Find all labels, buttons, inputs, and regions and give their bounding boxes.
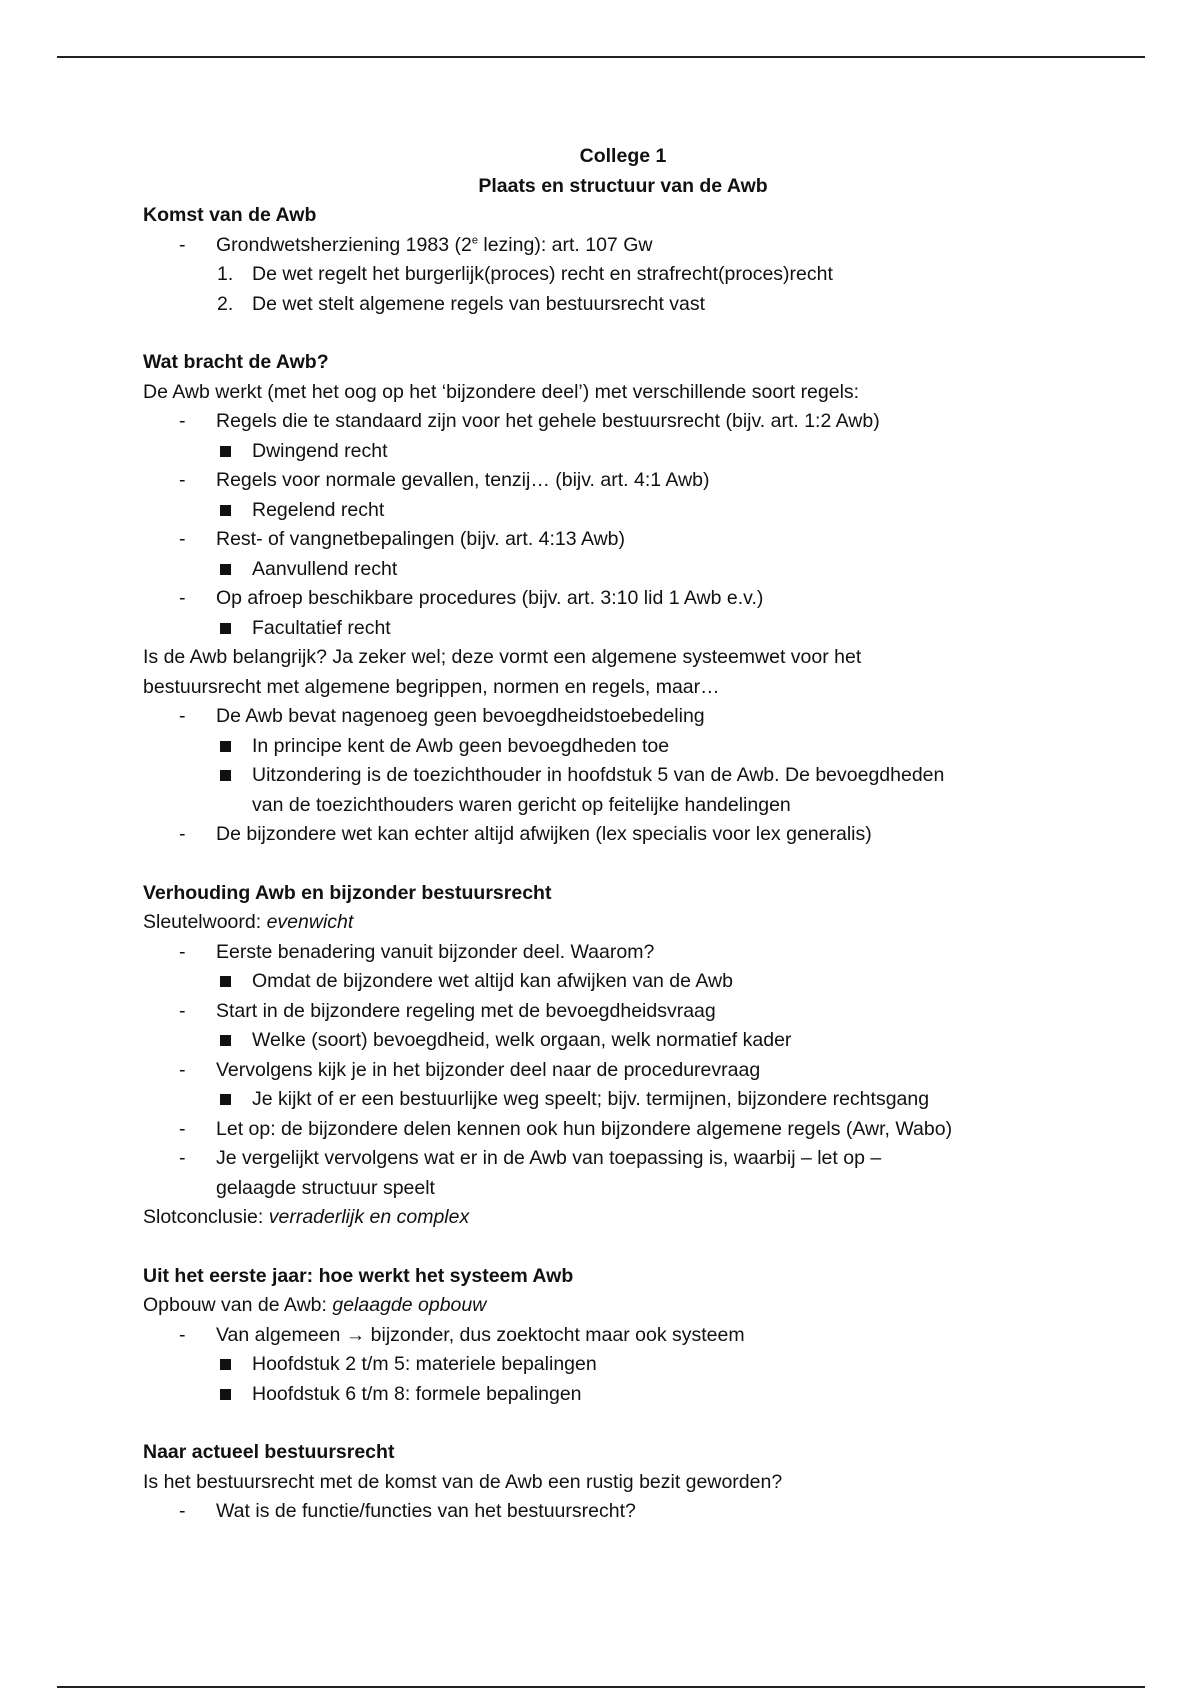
sub-list-item: Omdat de bijzondere wet altijd kan afwijken van de Awb [143,967,1063,997]
list-item: - Van algemeen → bijzonder, dus zoektocht maar ook systeem [143,1321,1063,1351]
sub-list-item: Hoofdstuk 2 t/m 5: materiele bepalingen [143,1350,1063,1380]
item-number: 2. [217,292,234,315]
heading-actueel: Naar actueel bestuursrecht [143,1441,395,1463]
sub-list-item: Hoofdstuk 6 t/m 8: formele bepalingen [143,1380,1063,1410]
conclusion-value: verraderlijk en complex [268,1206,470,1228]
list-item: - Regels die te standaard zijn voor het gehele bestuursrecht (bijv. art. 1:2 Awb) [143,407,1063,437]
keyword-line [143,908,1063,938]
bullet-line: Je vergelijkt vervolgens wat er in de Awb van toepassing is, waarbij – let op – [216,1147,882,1169]
paragraph: De Awb werkt (met het oog op het ‘bijzondere deel’) met verschillende soort regels: [143,380,860,403]
document-page [143,142,1063,1527]
structure-line [143,1291,1063,1321]
sub-list-item: Welke (soort) bevoegdheid, welk orgaan, welk normatief kader [143,1026,1063,1056]
conclusion-label: Slotconclusie: [143,1206,269,1228]
list-item: - Wat is de functie/functies van het bestuursrecht? [143,1497,1063,1527]
numbered-item [143,260,1063,290]
sub-list-item: Facultatief recht [143,614,1063,644]
keyword-label: Sleutelwoord: [143,911,267,933]
list-item: - Op afroep beschikbare procedures (bijv. art. 3:10 lid 1 Awb e.v.) [143,584,1063,614]
heading-wat-bracht: Wat bracht de Awb? [143,351,329,373]
heading-eerste-jaar: Uit het eerste jaar: hoe werkt het systeem Awb [143,1264,574,1287]
paragraph: Is het bestuursrecht met de komst van de Awb een rustig bezit geworden? [143,1470,783,1493]
structure-label: Opbouw van de Awb: [143,1294,333,1316]
numbered-item [143,290,1063,320]
sub-list-item: In principe kent de Awb geen bevoegdheden toe [143,732,1063,762]
heading-verhouding: Verhouding Awb en bijzonder bestuursrecht [143,881,552,904]
heading-komst: Komst van de Awb [143,204,317,226]
sub-list-item: Dwingend recht [143,437,1063,467]
list-item [143,231,1063,261]
superscript: e [471,234,478,246]
sub-list-item [143,761,1063,820]
list-item: - Regels voor normale gevallen, tenzij… (bijv. art. 4:1 Awb) [143,466,1063,496]
item-text: De wet stelt algemene regels van bestuursrecht vast [252,292,706,315]
structure-value: gelaagde opbouw [332,1294,487,1316]
item-number: 1. [217,263,234,285]
list-item: - De bijzondere wet kan echter altijd afwijken (lex specialis voor lex generalis) [143,820,1063,850]
sub-item-line: van de toezichthouders waren gericht op feitelijke handelingen [252,793,791,816]
sub-list-item: Aanvullend recht [143,555,1063,585]
top-rule [57,56,1145,58]
item-text: De wet regelt het burgerlijk(proces) recht en strafrecht(proces)recht [252,263,833,285]
bullet-line: gelaagde structuur speelt [216,1176,435,1199]
bullet-text: Grondwetsherziening 1983 (2 [216,233,472,256]
title-line-1: College 1 [579,145,667,167]
list-item [143,1144,1063,1203]
list-item: - Let op: de bijzondere delen kennen ook hun bijzondere algemene regels (Awr, Wabo) [143,1115,1063,1145]
list-item: - Start in de bijzondere regeling met de bevoegdheidsvraag [143,997,1063,1027]
conclusion-line [143,1203,1063,1233]
keyword-value: evenwicht [266,911,354,933]
title-line-2: Plaats en structuur van de Awb [478,174,768,197]
paragraph-line: Is de Awb belangrijk? Ja zeker wel; deze vormt een algemene systeemwet voor het [143,646,862,668]
bottom-rule [57,1686,1145,1688]
list-item: - De Awb bevat nagenoeg geen bevoegdheidstoebedeling [143,702,1063,732]
sub-list-item: Je kijkt of er een bestuurlijke weg speelt; bijv. termijnen, bijzondere rechtsgang [143,1085,1063,1115]
sub-list-item: Regelend recht [143,496,1063,526]
list-item: - Eerste benadering vanuit bijzonder deel. Waarom? [143,938,1063,968]
sub-item-line: Uitzondering is de toezichthouder in hoofdstuk 5 van de Awb. De bevoegdheden [252,764,945,786]
bullet-text: lezing): art. 107 Gw [477,233,653,256]
list-item: - Rest- of vangnetbepalingen (bijv. art. 4:13 Awb) [143,525,1063,555]
paragraph-line: bestuursrecht met algemene begrippen, normen en regels, maar… [143,675,720,698]
list-item: - Vervolgens kijk je in het bijzonder deel naar de procedurevraag [143,1056,1063,1086]
